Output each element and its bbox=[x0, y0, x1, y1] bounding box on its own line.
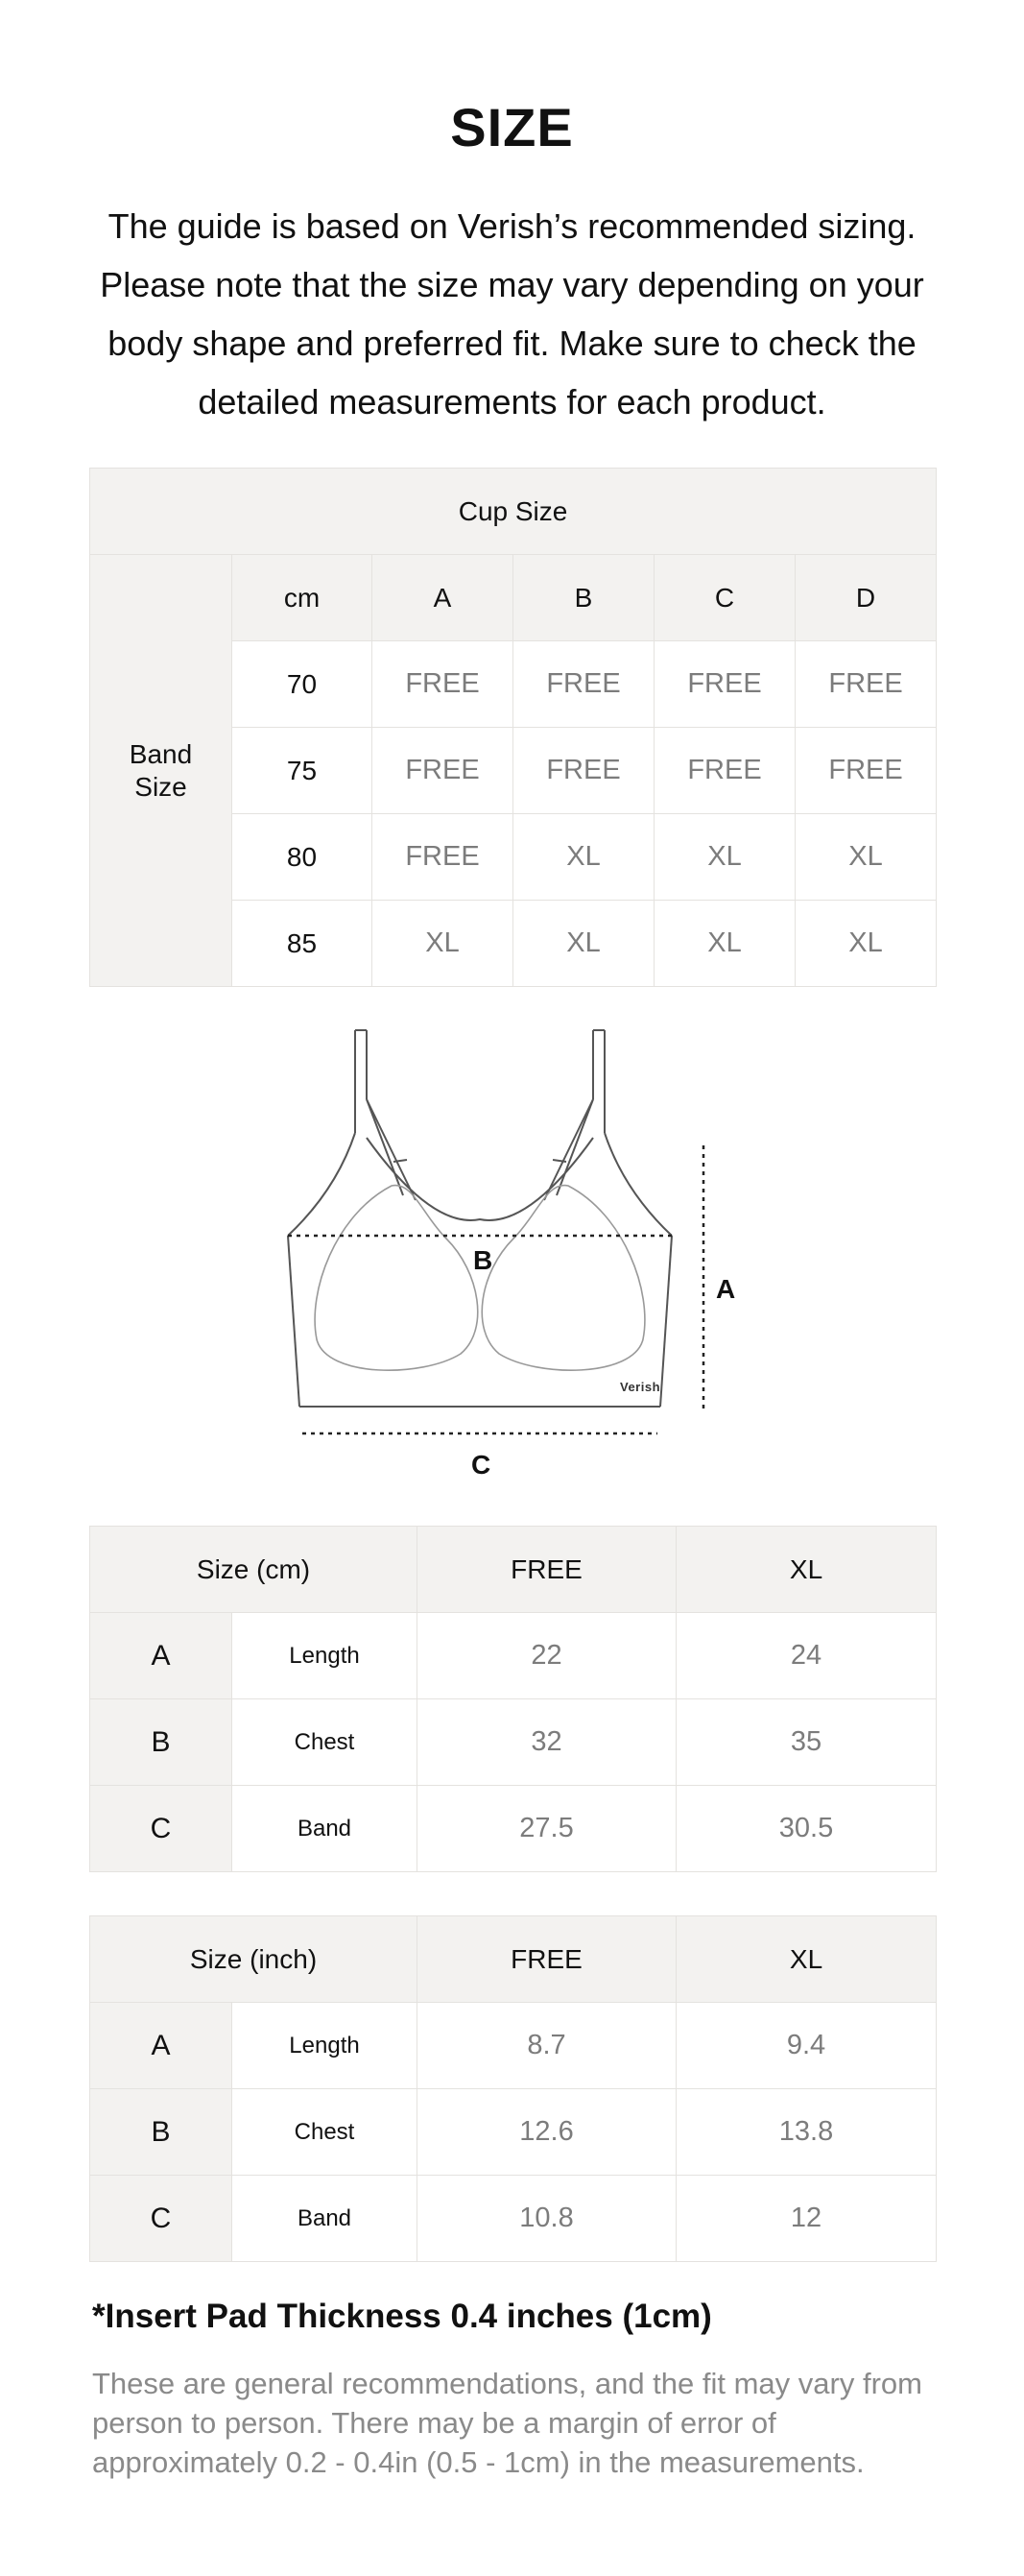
measure-cell: 12 bbox=[677, 2176, 937, 2262]
measure-cell: 10.8 bbox=[417, 2176, 677, 2262]
cup-b-header: B bbox=[513, 555, 655, 641]
size-free-header: FREE bbox=[417, 1916, 677, 2003]
table-row bbox=[90, 1699, 937, 1786]
row-key: A bbox=[90, 2003, 232, 2089]
band-value: 85 bbox=[232, 901, 372, 987]
size-cell: FREE bbox=[796, 728, 937, 814]
cup-size-table bbox=[89, 468, 937, 987]
measure-cell: 32 bbox=[417, 1699, 677, 1786]
size-inch-header: Size (inch) bbox=[90, 1916, 417, 2003]
size-cell: XL bbox=[796, 901, 937, 987]
table-row bbox=[90, 2003, 937, 2089]
size-cell: FREE bbox=[372, 814, 513, 901]
garment-diagram bbox=[278, 1023, 758, 1498]
size-cell: FREE bbox=[372, 728, 513, 814]
intro-text: The guide is based on Verish’s recommended sizing. Please note that the size may vary depending on your body shape and preferred fit. Make sure to check the detailed measurements for each product. bbox=[100, 206, 924, 421]
size-cell: XL bbox=[513, 814, 655, 901]
table-row bbox=[90, 1786, 937, 1872]
measure-label-b: B bbox=[473, 1245, 493, 1275]
row-key: A bbox=[90, 1613, 232, 1699]
measure-label-a: A bbox=[716, 1274, 736, 1304]
row-name: Length bbox=[232, 1613, 417, 1699]
size-cell: XL bbox=[655, 901, 796, 987]
measure-cell: 9.4 bbox=[677, 2003, 937, 2089]
size-cell: FREE bbox=[796, 641, 937, 728]
page-title: SIZE bbox=[450, 97, 574, 157]
row-name: Chest bbox=[232, 1699, 417, 1786]
size-free-header: FREE bbox=[417, 1527, 677, 1613]
size-cell: FREE bbox=[372, 641, 513, 728]
size-xl-header: XL bbox=[677, 1527, 937, 1613]
cup-a-header: A bbox=[372, 555, 513, 641]
measure-label-c: C bbox=[471, 1450, 491, 1480]
cup-columns-row bbox=[90, 555, 937, 641]
row-key: C bbox=[90, 2176, 232, 2262]
measure-cell: 8.7 bbox=[417, 2003, 677, 2089]
size-cell: FREE bbox=[655, 728, 796, 814]
table-row bbox=[90, 2089, 937, 2176]
size-cell: FREE bbox=[655, 641, 796, 728]
bra-line-drawing bbox=[278, 1023, 758, 1498]
row-key: B bbox=[90, 1699, 232, 1786]
size-cell: XL bbox=[372, 901, 513, 987]
cup-header-row bbox=[90, 469, 937, 555]
row-key: C bbox=[90, 1786, 232, 1872]
cup-c-header: C bbox=[655, 555, 796, 641]
measure-cell: 35 bbox=[677, 1699, 937, 1786]
size-cell: XL bbox=[655, 814, 796, 901]
measure-cell: 13.8 bbox=[677, 2089, 937, 2176]
size-cell: FREE bbox=[513, 728, 655, 814]
band-value: 75 bbox=[232, 728, 372, 814]
cup-d-header: D bbox=[796, 555, 937, 641]
measure-cell: 27.5 bbox=[417, 1786, 677, 1872]
size-cell: XL bbox=[513, 901, 655, 987]
measure-cell: 24 bbox=[677, 1613, 937, 1699]
inch-header-row bbox=[90, 1916, 937, 2003]
cup-size-header: Cup Size bbox=[90, 469, 937, 555]
cm-header-row bbox=[90, 1527, 937, 1613]
measure-cell: 30.5 bbox=[677, 1786, 937, 1872]
band-size-label: Band Size bbox=[129, 738, 193, 802]
table-row bbox=[90, 2176, 937, 2262]
row-name: Length bbox=[232, 2003, 417, 2089]
row-name: Band bbox=[232, 2176, 417, 2262]
size-cm-table bbox=[89, 1526, 937, 1872]
row-name: Chest bbox=[232, 2089, 417, 2176]
band-size-header bbox=[90, 555, 232, 987]
band-value: 80 bbox=[232, 814, 372, 901]
band-value: 70 bbox=[232, 641, 372, 728]
measure-cell: 22 bbox=[417, 1613, 677, 1699]
row-name: Band bbox=[232, 1786, 417, 1872]
pad-thickness-note: *Insert Pad Thickness 0.4 inches (1cm) bbox=[92, 2298, 712, 2335]
row-key: B bbox=[90, 2089, 232, 2176]
size-cm-header: Size (cm) bbox=[90, 1527, 417, 1613]
table-row bbox=[90, 1613, 937, 1699]
size-inch-table bbox=[89, 1915, 937, 2262]
unit-header: cm bbox=[232, 555, 372, 641]
measure-cell: 12.6 bbox=[417, 2089, 677, 2176]
brand-logo: Verish bbox=[620, 1380, 661, 1394]
size-cell: FREE bbox=[513, 641, 655, 728]
size-xl-header: XL bbox=[677, 1916, 937, 2003]
size-cell: XL bbox=[796, 814, 937, 901]
fit-disclaimer: These are general recommendations, and the fit may vary from person to person. There may be a margin of error of approximately 0.2 - 0.4in (0.5 - 1cm) in the measurements. bbox=[92, 2367, 922, 2479]
